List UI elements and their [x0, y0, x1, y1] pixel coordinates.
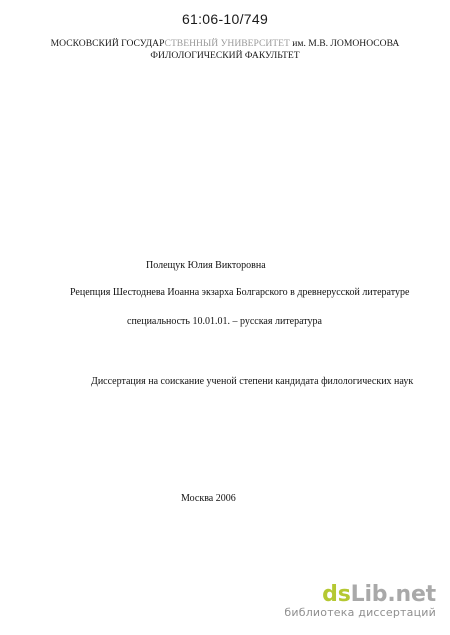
university-name-obscured: СТВЕННЫЙ УНИВЕРСИТЕТ: [164, 38, 290, 49]
university-name-start: МОСКОВСКИЙ ГОСУДАР: [50, 38, 165, 49]
archive-stamp-number: 61:06-10/749: [181, 11, 269, 27]
dslib-brand-suffix: Lib.net: [350, 582, 436, 607]
dslib-watermark-logo: [284, 584, 436, 620]
specialty-line: специальность 10.01.01. – русская литература: [127, 316, 322, 327]
city-year: Москва 2006: [181, 493, 236, 504]
dslib-brand: [284, 584, 436, 606]
university-name-end: им. М.В. ЛОМОНОСОВА: [289, 38, 400, 49]
dissertation-title: Рецепция Шестоднева Иоанна экзарха Болгарского в древнерусской литературе: [70, 287, 410, 298]
faculty-name: ФИЛОЛОГИЧЕСКИЙ ФАКУЛЬТЕТ: [150, 50, 300, 61]
dslib-tagline: библиотека диссертаций: [284, 606, 436, 619]
dslib-brand-prefix: ds: [322, 582, 351, 607]
university-name: [0, 38, 450, 49]
author-name: Полещук Юлия Викторовна: [146, 260, 266, 271]
degree-line: Диссертация на соискание ученой степени кандидата филологических наук: [91, 376, 414, 387]
